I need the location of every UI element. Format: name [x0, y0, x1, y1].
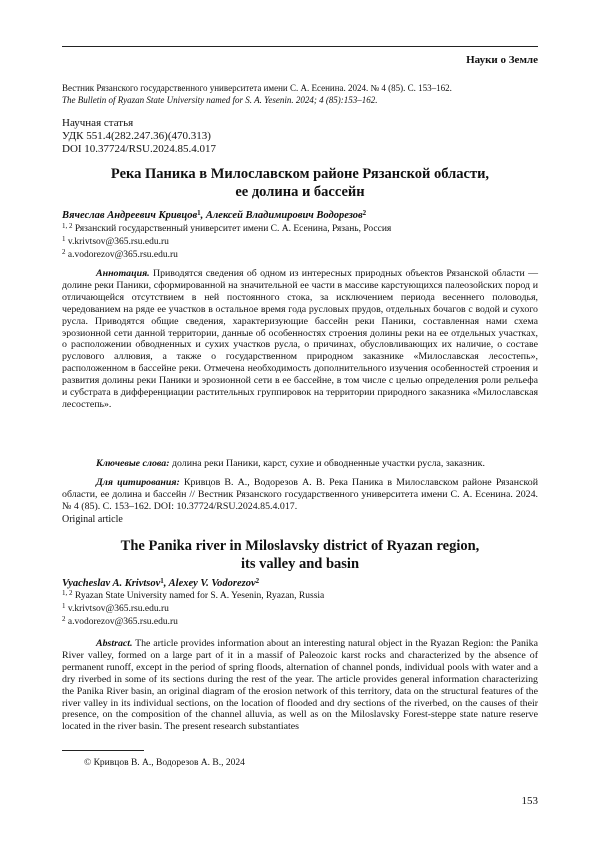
author-separator-en: ,: [163, 578, 169, 589]
author-1-name: Вячеслав Андреевич Кривцов: [62, 210, 198, 221]
abstract-en: [62, 638, 538, 733]
affiliation-en: [62, 589, 324, 601]
author-separator: ,: [200, 210, 206, 221]
affiliation-ru: [62, 222, 391, 234]
abstract-en-text: The article provides information about an interesting natural object in the Ryazan Region: the Panika River valley, formed on a large part of it in a massif of Paleozoic karst rocks and characterized by the absence of permanent runoff, except in the period of spring floods, alternation of channel ponds, individual pools with water and a dry riverbed in some of its sections during the rest of the year. The article provides general information characterizing the Panika River basin, an original diagram of the erosion network of this territory, data on the structural features of the river valley in its individual sections, on the location of flooded and dry sections of the riverbed, on the causes of their presence, on the composition of the channel alluvia, as well as on the Miloslavsky Forest-steppe state nature reserve located in the river basin. The present research substantiates: [62, 638, 538, 733]
journal-citation-ru: Вестник Рязанского государственного университета имени С. А. Есенина. 2024. № 4 (85). С. 153–162.: [62, 83, 452, 93]
affiliation-sup: 1, 2: [62, 222, 73, 230]
abstract-en-label: Abstract.: [96, 638, 133, 649]
article-meta: [62, 117, 216, 156]
section-label: Науки о Земле: [466, 54, 538, 66]
email-1-en: [62, 602, 169, 614]
author-2-sup: 2: [362, 209, 367, 217]
affiliation-sup-en: 1, 2: [62, 589, 73, 597]
email-1-sup: 1: [62, 235, 66, 243]
article-type-ru: Научная статья: [62, 117, 134, 129]
page-number: 153: [521, 795, 538, 807]
abstract-ru-label: Аннотация.: [96, 268, 150, 279]
title-ru: [62, 165, 538, 201]
citation-label: Для цитирования:: [96, 477, 180, 488]
author-2-name: Алексей Владимирович Водорезов: [205, 210, 363, 221]
author-1-sup: 1: [197, 209, 201, 217]
abstract-ru-text: Приводятся сведения об одном из интересных природных объектов Рязанской области — долине реки Паники, сформированной на значительной ее части в массиве карстующихся палеозойских пород и отличающейся отсутствием в ней постоянного стока, за исключением периода весеннего половодья, чередованием на ряде ее участков в остальное время года русловых прудов, отдельных бочагов с водой и сухого русла. Приводятся общие сведения, характеризующие бассейн реки Паники, составленная нами схема эрозионной сети данной территории, данные об особенностях строения долины реки на ее отдельных участках, о расположении обводненных и сухих участков русла, о причинах, обусловливающих их наличие, о составе руслового аллювия, а также о государственном природном заказнике «Милославская лесостепь», расположенном в бассейне реки. Отмечена необходимость дополнительного изучения особенностей строения и развития долины реки Паники и эрозионной сети в ее бассейне, в том числе с целью определения роли рельефа и субстрата в дифференциации растительных группировок на территории природного заказника «Милославская лесостепь».: [62, 268, 538, 410]
title-ru-line-2: ее долина и бассейн: [235, 184, 365, 200]
header-rule: [62, 46, 538, 47]
doi: DOI 10.37724/RSU.2024.85.4.017: [62, 143, 217, 155]
author-2-name-en: Alexey V. Vodorezov: [168, 578, 256, 589]
title-ru-line-1: Река Паника в Милославском районе Рязанской области,: [110, 166, 490, 182]
title-en-line-2: its valley and basin: [240, 556, 360, 572]
affiliation-text-en: Ryazan State University named for S. A. Yesenin, Ryazan, Russia: [74, 591, 325, 601]
keywords-label: Ключевые слова:: [96, 458, 170, 469]
author-2-sup-en: 2: [255, 577, 260, 585]
email-1-ru: [62, 235, 169, 247]
keywords-ru: [62, 458, 538, 469]
journal-citation-en: The Bulletin of Ryazan State University named for S. A. Yesenin. 2024; 4 (85):153–162.: [62, 95, 378, 105]
footnote-rule: [62, 750, 144, 751]
authors-ru: [62, 209, 366, 221]
title-en-line-1: The Panika river in Miloslavsky district of Ryazan region,: [120, 538, 480, 554]
email-1-link[interactable]: v.krivtsov@365.rsu.edu.ru: [67, 237, 169, 247]
title-en: [62, 537, 538, 573]
citation-text: Кривцов В. А., Водорезов А. В. Река Паника в Милославском районе Рязанской области, ее долина и бассейн // Вестник Рязанского государственного университета имени С. А. Есенина. 2024. № 4 (85). С. 153–162. DOI: 10.37724/RSU.2024.85.4.017.: [62, 477, 538, 512]
email-2-link[interactable]: a.vodorezov@365.rsu.edu.ru: [67, 250, 178, 260]
email-1-link-en[interactable]: v.krivtsov@365.rsu.edu.ru: [67, 604, 169, 614]
email-2-en: [62, 615, 178, 627]
email-2-sup: 2: [62, 248, 66, 256]
email-1-sup-en: 1: [62, 602, 66, 610]
email-2-ru: [62, 248, 178, 260]
email-2-link-en[interactable]: a.vodorezov@365.rsu.edu.ru: [67, 617, 178, 627]
email-2-sup-en: 2: [62, 615, 66, 623]
citation-ru: [62, 477, 538, 513]
author-1-name-en: Vyacheslav A. Krivtsov: [62, 578, 161, 589]
copyright: © Кривцов В. А., Водорезов А. В., 2024: [84, 758, 245, 768]
udc-code: УДК 551.4(282.247.36)(470.313): [62, 130, 211, 142]
article-type-en: Original article: [62, 514, 123, 525]
authors-en: [62, 577, 259, 589]
abstract-ru: [62, 268, 538, 411]
author-1-sup-en: 1: [160, 577, 164, 585]
keywords-text: долина реки Паники, карст, сухие и обводненные участки русла, заказник.: [169, 458, 485, 469]
affiliation-text: Рязанский государственный университет имени С. А. Есенина, Рязань, Россия: [74, 224, 392, 234]
